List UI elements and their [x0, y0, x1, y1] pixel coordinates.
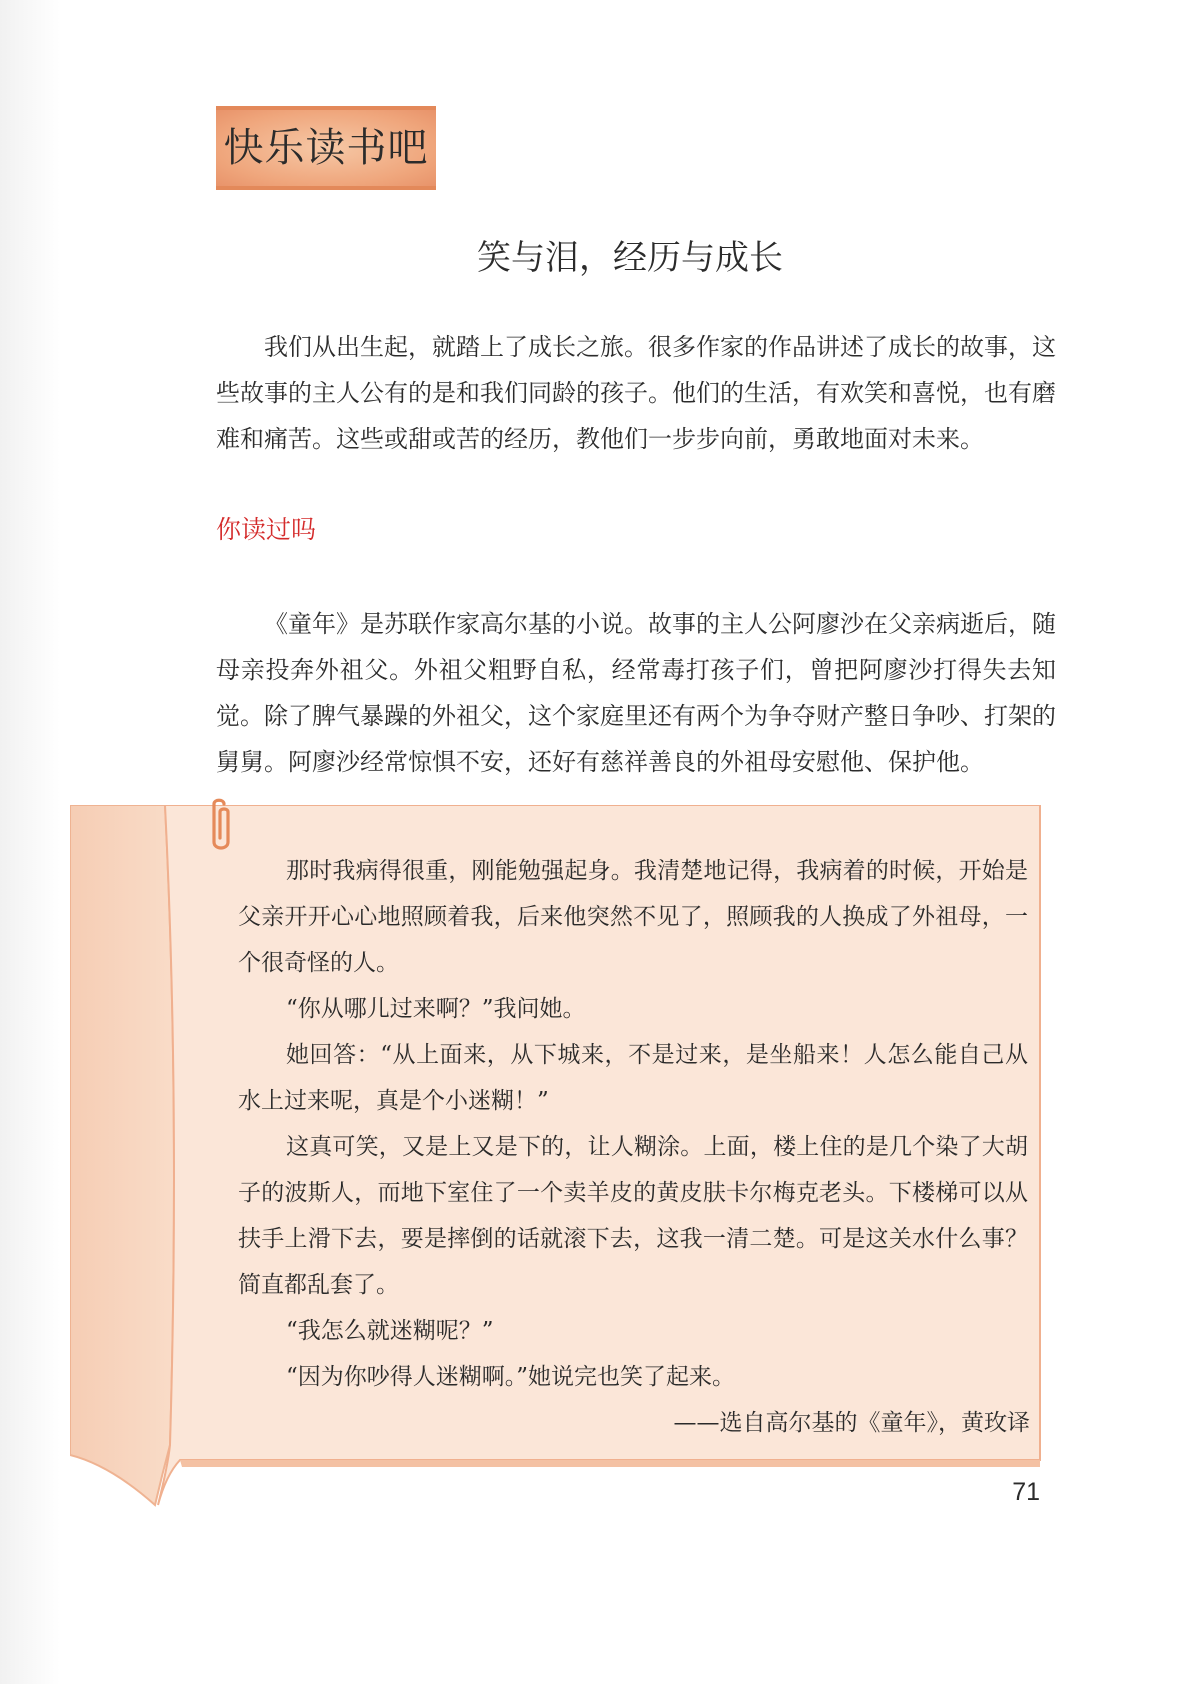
section-heading-have-you-read: 你读过吗 [216, 515, 317, 544]
banner-title: 快乐读书吧 [223, 125, 429, 171]
section-banner [216, 106, 436, 190]
excerpt-paragraph: 她回答：“从上面来，从下城来，不是过来，是坐船来！人怎么能自己从水上过来呢，真是个小迷糊！” [238, 1042, 1028, 1114]
essay-title: 笑与泪，经历与成长 [477, 238, 783, 278]
page-number: 71 [1012, 1478, 1040, 1506]
excerpt-paragraph: 这真可笑，又是上又是下的，让人糊涂。上面，楼上住的是几个染了大胡子的波斯人，而地下室住了一个卖羊皮的黄皮肤卡尔梅克老头。下楼梯可以从扶手上滑下去，要是摔倒的话就滚下去，这我一清二楚。可是这关水什么事？简直都乱套了。 [238, 1134, 1028, 1298]
intro-paragraph: 我们从出生起，就踏上了成长之旅。很多作家的作品讲述了成长的故事，这些故事的主人公有的是和我们同龄的孩子。他们的生活，有欢笑和喜悦，也有磨难和痛苦。这些或甜或苦的经历，教他们一步步向前，勇敢地面对未来。 [216, 333, 1056, 453]
book-intro-paragraph: 《童年》是苏联作家高尔基的小说。故事的主人公阿廖沙在父亲病逝后，随母亲投奔外祖父。外祖父粗野自私，经常毒打孩子们，曾把阿廖沙打得失去知觉。除了脾气暴躁的外祖父，这个家庭里还有两个为争夺财产整日争吵、打架的舅舅。阿廖沙经常惊惧不安，还好有慈祥善良的外祖母安慰他、保护他。 [216, 610, 1056, 776]
excerpt-paragraph: “你从哪儿过来啊？”我问她。 [286, 996, 586, 1022]
excerpt-paragraph: “因为你吵得人迷糊啊。”她说完也笑了起来。 [286, 1364, 736, 1390]
paperclip-icon [200, 798, 236, 856]
excerpt-text [238, 848, 1028, 1400]
excerpt-paragraph: “我怎么就迷糊呢？” [286, 1318, 494, 1344]
excerpt-paragraph: 那时我病得很重，刚能勉强起身。我清楚地记得，我病着的时候，开始是父亲开开心心地照顾着我，后来他突然不见了，照顾我的人换成了外祖母，一个很奇怪的人。 [238, 858, 1028, 976]
excerpt-source: ——选自高尔基的《童年》，黄玫译 [673, 1410, 1030, 1436]
page-edge-shadow [0, 0, 60, 1684]
